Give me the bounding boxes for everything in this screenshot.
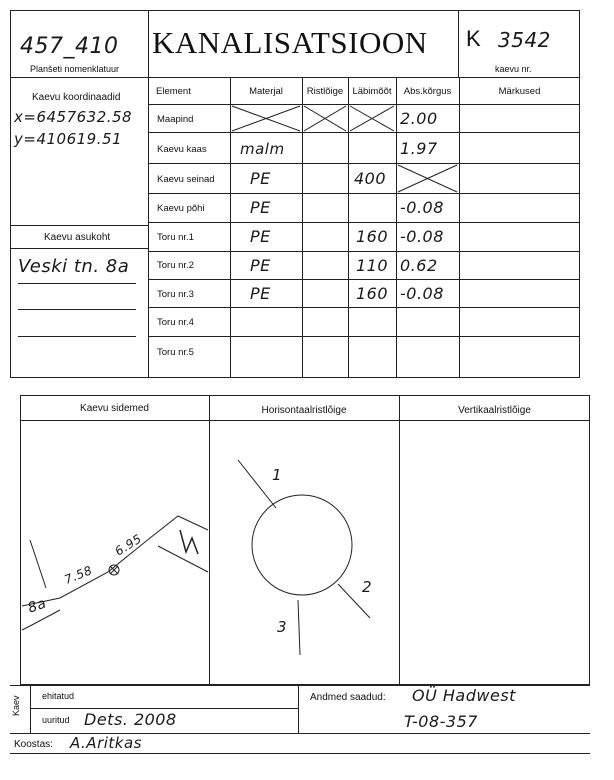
row-label-lid: Kaevu kaas bbox=[157, 144, 207, 155]
page-title: KANALISATSIOON bbox=[152, 25, 428, 60]
elevation-pipe-1: -0.08 bbox=[400, 227, 444, 246]
pipe-1-label: 1 bbox=[272, 466, 283, 484]
row-label-walls: Kaevu seinad bbox=[157, 174, 215, 185]
material-lid: malm bbox=[240, 140, 285, 158]
sketch-parcel-label: 8a bbox=[25, 595, 49, 617]
well-prefix: K bbox=[466, 26, 481, 51]
ties-label: Kaevu sidemed bbox=[80, 403, 149, 414]
location-value: Veski tn. 8a bbox=[18, 256, 130, 277]
built-label: ehitatud bbox=[42, 691, 75, 701]
material-bottom: PE bbox=[250, 198, 271, 217]
horizontal-section-label: Horisontaalristlõige bbox=[261, 405, 347, 416]
diameter-pipe-1: 160 bbox=[356, 227, 389, 246]
sketch-dist-2: 6.95 bbox=[112, 531, 145, 559]
coordinate-y: y=410619.51 bbox=[14, 130, 123, 148]
coordinates-label: Kaevu koordinaadid bbox=[32, 92, 121, 103]
diameter-walls: 400 bbox=[354, 169, 387, 188]
map-number-label: Planšeti nomenklatuur bbox=[30, 64, 120, 74]
sketch-dist-1: 7.58 bbox=[62, 563, 95, 587]
elevation-pipe-3: -0.08 bbox=[400, 284, 444, 303]
elevation-lid: 1.97 bbox=[400, 139, 438, 158]
col-header-diameter: Läbimõõt bbox=[352, 86, 392, 97]
row-label-pipe-3: Toru nr.3 bbox=[157, 289, 194, 300]
material-pipe-3: PE bbox=[250, 284, 271, 303]
material-pipe-1: PE bbox=[250, 227, 271, 246]
row-label-pipe-5: Toru nr.5 bbox=[157, 347, 194, 358]
col-header-notes: Märkused bbox=[498, 86, 541, 97]
row-label-pipe-1: Toru nr.1 bbox=[157, 232, 194, 243]
material-pipe-2: PE bbox=[250, 256, 271, 275]
row-label-pipe-2: Toru nr.2 bbox=[157, 260, 194, 271]
data-source-label: Andmed saadud: bbox=[310, 692, 386, 703]
well-number: 3542 bbox=[498, 28, 551, 52]
elevation-bottom: -0.08 bbox=[400, 198, 444, 217]
location-label: Kaevu asukoht bbox=[44, 232, 111, 243]
col-header-elevation: Abs.kõrgus bbox=[403, 86, 452, 97]
col-header-element: Element bbox=[156, 86, 191, 97]
author-label: Koostas: bbox=[14, 739, 53, 750]
col-header-material: Materjal bbox=[249, 86, 283, 97]
map-number: 457_410 bbox=[20, 34, 119, 59]
col-header-section: Ristlõige bbox=[306, 86, 344, 97]
diameter-pipe-2: 110 bbox=[356, 256, 389, 275]
vertical-section-label: Vertikaalristlõige bbox=[458, 405, 531, 416]
bottom-form bbox=[20, 395, 590, 685]
data-source-value: OÜ Hadwest bbox=[412, 686, 516, 705]
surveyed-label: uuritud bbox=[42, 715, 70, 725]
row-label-ground: Maapind bbox=[157, 114, 194, 125]
elevation-pipe-2: 0.62 bbox=[400, 256, 438, 275]
coordinate-x: x=6457632.58 bbox=[14, 108, 133, 126]
data-source-ref: T-08-357 bbox=[404, 712, 478, 731]
surveyed-value: Dets. 2008 bbox=[84, 710, 177, 729]
footer-side-label: Kaev bbox=[11, 695, 21, 716]
row-label-pipe-4: Toru nr.4 bbox=[157, 317, 194, 328]
pipe-3-label: 3 bbox=[277, 618, 288, 636]
diameter-pipe-3: 160 bbox=[356, 284, 389, 303]
elevation-ground: 2.00 bbox=[400, 109, 438, 128]
well-number-label: kaevu nr. bbox=[495, 64, 532, 74]
row-label-bottom: Kaevu põhi bbox=[157, 203, 205, 214]
pipe-2-label: 2 bbox=[362, 578, 373, 596]
material-walls: PE bbox=[250, 169, 271, 188]
author-value: A.Aritkas bbox=[70, 734, 142, 752]
